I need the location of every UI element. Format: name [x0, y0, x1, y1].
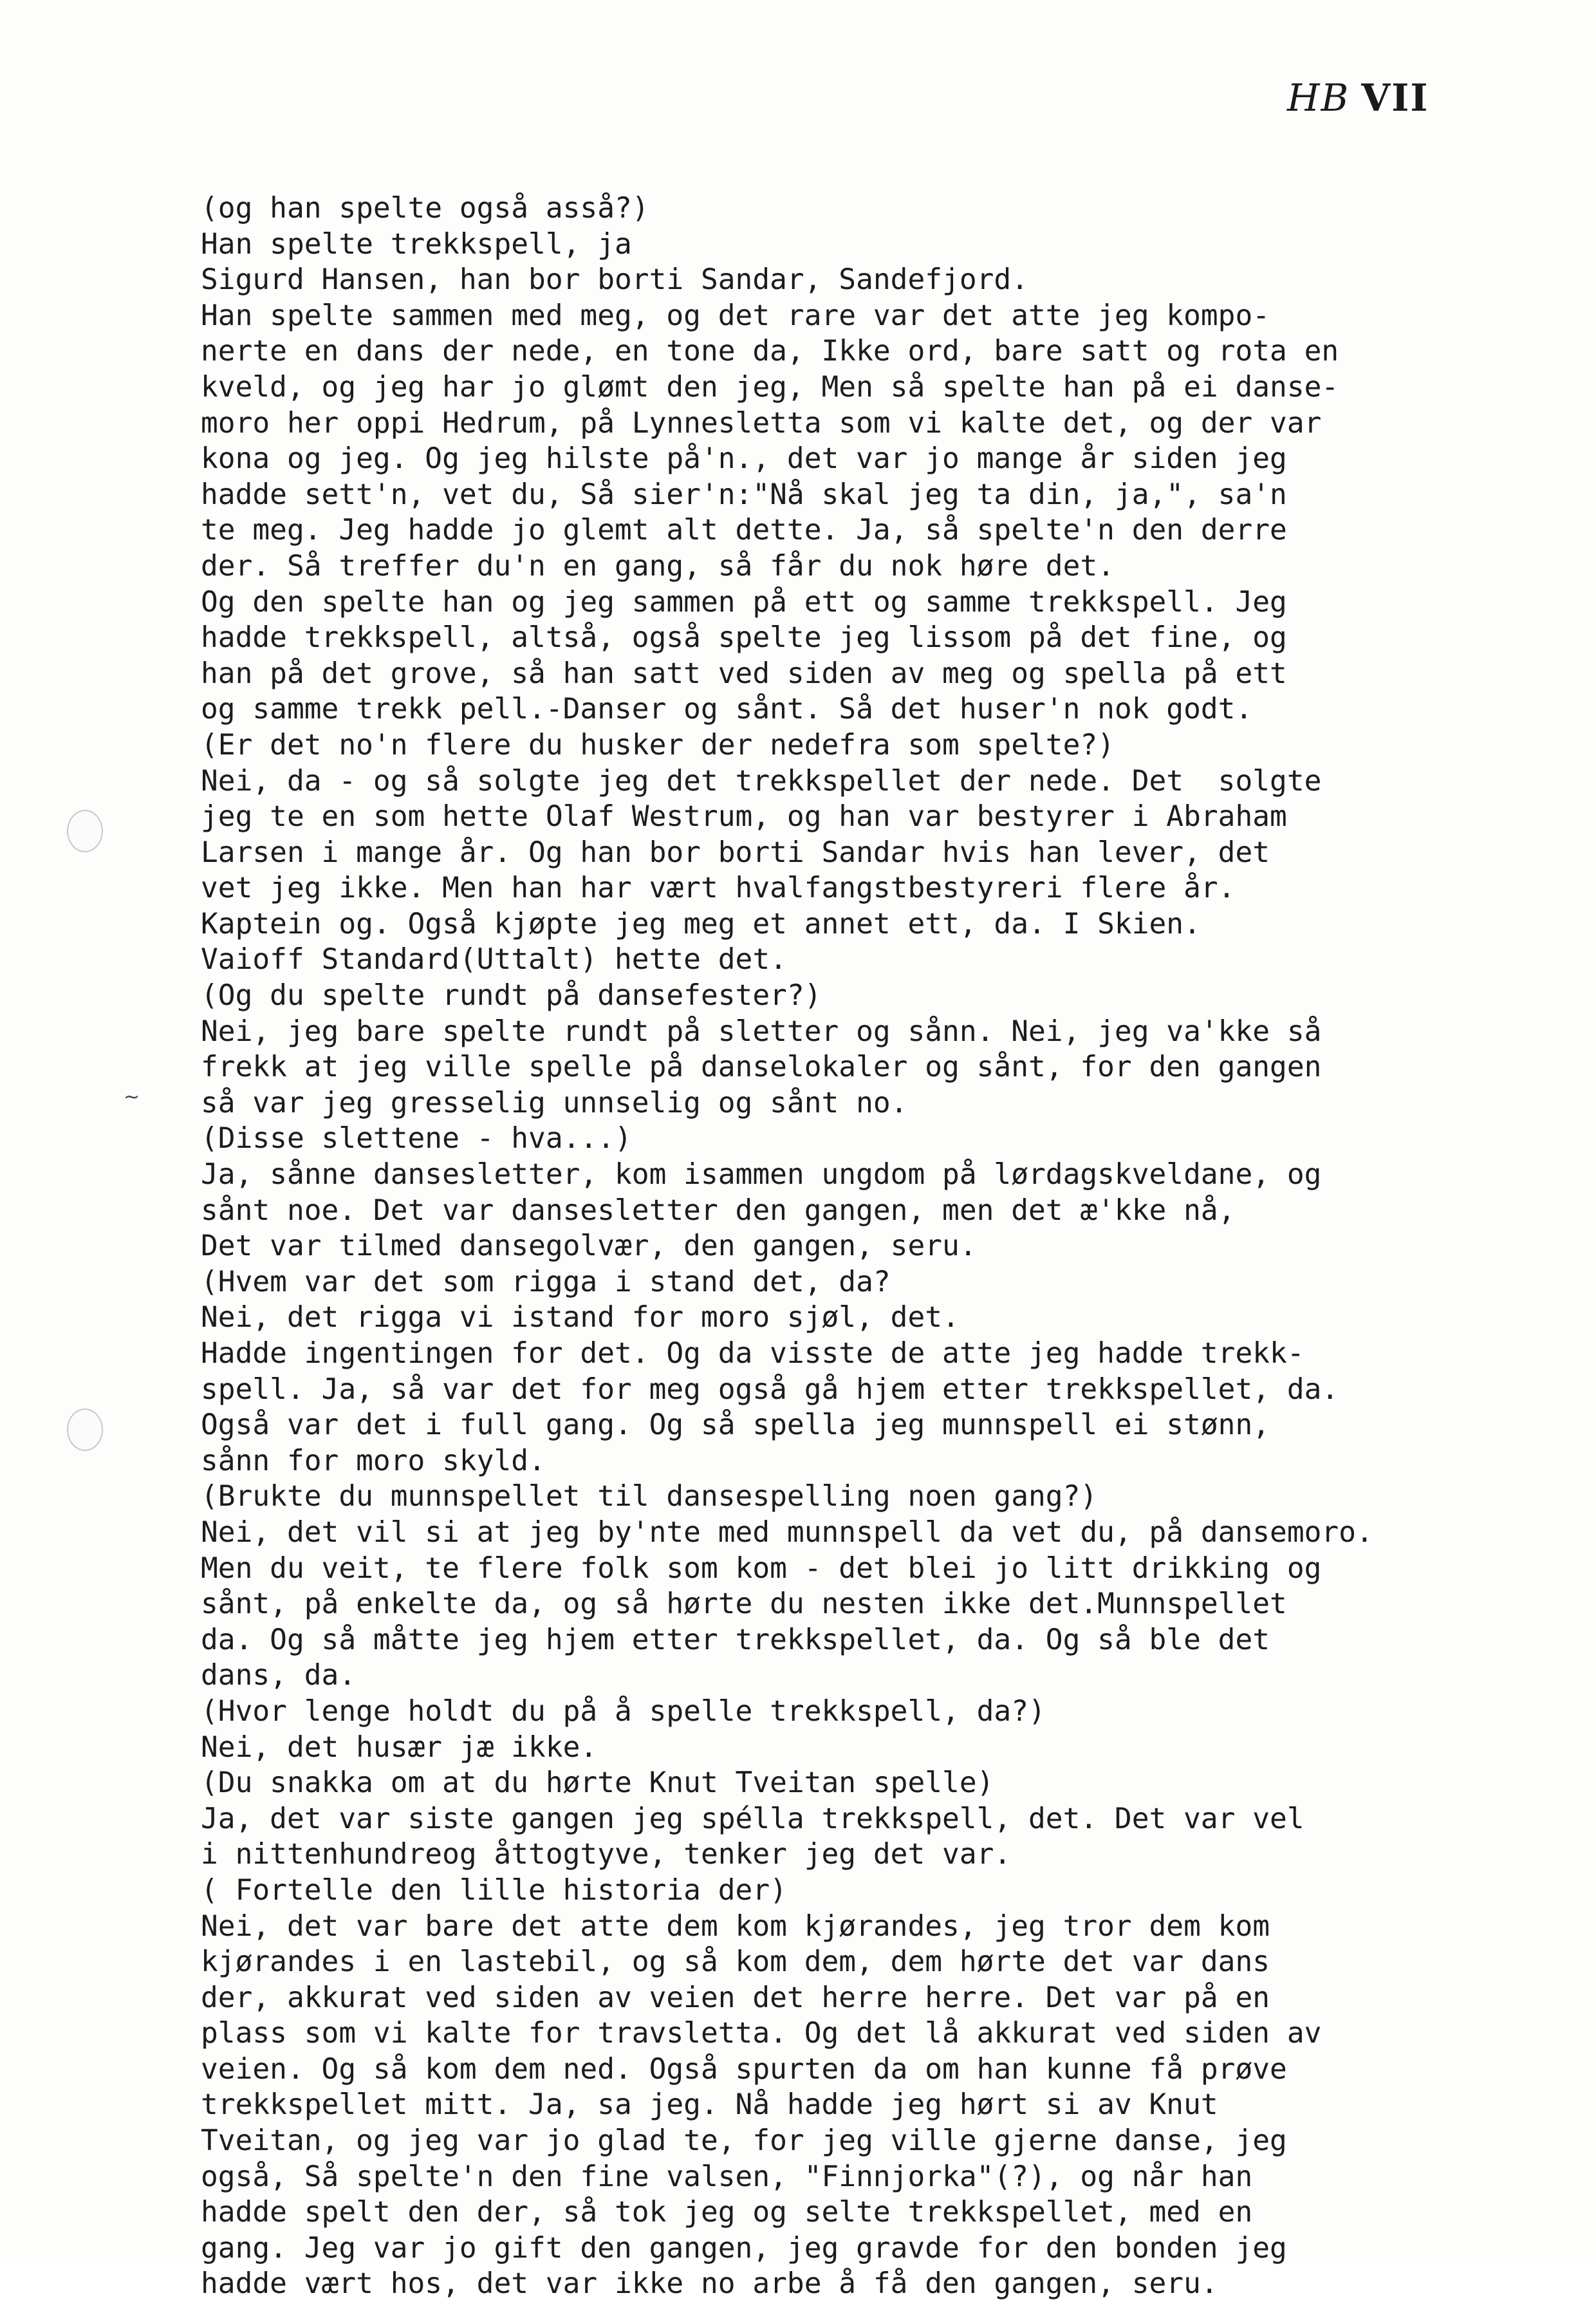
- margin-mark: ~: [124, 1086, 140, 1109]
- page-number: VII: [1361, 76, 1429, 120]
- transcript-line: kveld, og jeg har jo glømt den jeg, Men så spelte han på ei danse-: [201, 370, 1339, 404]
- transcript-line: (og han spelte også asså?): [201, 192, 649, 225]
- transcript-line: kjørandes i en lastebil, og så kom dem, dem hørte det var dans: [201, 1945, 1270, 1979]
- transcript-line: sånt noe. Det var dansesletter den gangen, men det æ'kke nå,: [201, 1193, 1236, 1227]
- transcript-line: gang. Jeg var jo gift den gangen, jeg gravde for den bonden jeg: [201, 2231, 1287, 2265]
- transcript-line: hadde sett'n, vet du, Så sier'n:"Nå skal jeg ta din, ja,", sa'n: [201, 478, 1287, 511]
- transcript-line: Han spelte trekkspell, ja: [201, 227, 632, 261]
- transcript-line: moro her oppi Hedrum, på Lynnesletta som vi kalte det, og der var: [201, 406, 1322, 440]
- transcript-line: der, akkurat ved siden av veien det herre herre. Det var på en: [201, 1981, 1270, 2014]
- page-header: [1287, 76, 1429, 120]
- transcript-line: jeg te en som hette Olaf Westrum, og han var bestyrer i Abraham: [201, 800, 1287, 834]
- transcript-line: vet jeg ikke. Men han har vært hvalfangstbestyreri flere år.: [201, 872, 1236, 905]
- transcript-line: Ja, det var siste gangen jeg spélla trekkspell, det. Det var vel: [201, 1802, 1304, 1835]
- transcript-line: Men du veit, te flere folk som kom - det blei jo litt drikking og: [201, 1551, 1322, 1585]
- transcript-line: spell. Ja, så var det for meg også gå hjem etter trekkspellet, da.: [201, 1372, 1339, 1406]
- transcript-line: Og den spelte han og jeg sammen på ett og samme trekkspell. Jeg: [201, 585, 1287, 619]
- transcript-line: Det var tilmed dansegolvær, den gangen, seru.: [201, 1230, 977, 1263]
- transcript-line: sånn for moro skyld.: [201, 1444, 546, 1477]
- transcript-line: Ja, sånne dansesletter, kom isammen ungdom på lørdagskveldane, og: [201, 1158, 1322, 1192]
- initials-handwritten: HB: [1287, 76, 1350, 120]
- transcript-line: (Brukte du munnspellet til dansespelling noen gang?): [201, 1480, 1098, 1513]
- transcript-line: te meg. Jeg hadde jo glemt alt dette. Ja, så spelte'n den derre: [201, 514, 1287, 547]
- transcript-line: sånt, på enkelte da, og så hørte du nesten ikke det.Munnspellet: [201, 1587, 1287, 1621]
- transcript-line: (Hvem var det som rigga i stand det, da?: [201, 1265, 891, 1298]
- transcript-line: Han spelte sammen med meg, og det rare var det atte jeg kompo-: [201, 299, 1270, 332]
- transcript-line: Nei, det husær jæ ikke.: [201, 1730, 598, 1764]
- transcript-line: plass som vi kalte for travsletta. Og det lå akkurat ved siden av: [201, 2017, 1322, 2050]
- transcript-line: Nei, det var bare det atte dem kom kjørandes, jeg tror dem kom: [201, 1909, 1270, 1943]
- transcript-line: også, Så spelte'n den fine valsen, "Finnjorka"(?), og når han: [201, 2160, 1253, 2193]
- transcript-line: nerte en dans der nede, en tone da, Ikke ord, bare satt og rota en: [201, 335, 1339, 368]
- punch-hole-icon: [67, 1408, 103, 1451]
- transcript-line: Kaptein og. Også kjøpte jeg meg et annet ett, da. I Skien.: [201, 907, 1201, 940]
- transcript-line: han på det grove, så han satt ved siden av meg og spella på ett: [201, 657, 1287, 690]
- transcript-line: Nei, jeg bare spelte rundt på sletter og sånn. Nei, jeg va'kke så: [201, 1015, 1322, 1048]
- transcript-line: dans, da.: [201, 1659, 357, 1692]
- transcript-line: (Er det no'n flere du husker der nedefra som spelte?): [201, 728, 1115, 762]
- transcript-line: hadde vært hos, det var ikke no arbe å få den gangen, seru.: [201, 2267, 1218, 2301]
- transcript-line: kona og jeg. Og jeg hilste på'n., det var jo mange år siden jeg: [201, 442, 1287, 476]
- transcript-line: Vaioff Standard(Uttalt) hette det.: [201, 943, 787, 977]
- transcript-line: og samme trekk pell.-Danser og sånt. Så det huser'n nok godt.: [201, 693, 1253, 726]
- transcript-line: Larsen i mange år. Og han bor borti Sandar hvis han lever, det: [201, 836, 1270, 869]
- transcript-line: (Og du spelte rundt på dansefester?): [201, 979, 822, 1013]
- transcript-line: Nei, det vil si at jeg by'nte med munnspell da vet du, på dansemoro.: [201, 1515, 1373, 1549]
- transcript-line: Også var det i full gang. Og så spella jeg munnspell ei stønn,: [201, 1408, 1270, 1442]
- transcript-line: i nittenhundreog åttogtyve, tenker jeg det var.: [201, 1838, 1012, 1871]
- transcript-line: (Du snakka om at du hørte Knut Tveitan spelle): [201, 1766, 994, 1800]
- transcript-line: (Disse slettene - hva...): [201, 1122, 632, 1156]
- transcript-line: (Hvor lenge holdt du på å spelle trekkspell, da?): [201, 1694, 1046, 1728]
- transcript-line: Tveitan, og jeg var jo glad te, for jeg ville gjerne danse, jeg: [201, 2124, 1287, 2158]
- transcript-line: så var jeg gresselig unnselig og sånt no.: [201, 1086, 908, 1119]
- transcript-line: Nei, da - og så solgte jeg det trekkspellet der nede. Det solgte: [201, 764, 1322, 798]
- transcript-line: Hadde ingentingen for det. Og da visste de atte jeg hadde trekk-: [201, 1337, 1304, 1370]
- punch-hole-icon: [67, 810, 103, 852]
- transcript-line: hadde trekkspell, altså, også spelte jeg lissom på det fine, og: [201, 621, 1287, 655]
- transcript-line: ( Fortelle den lille historia der): [201, 1873, 787, 1907]
- transcript-line: Sigurd Hansen, han bor borti Sandar, Sandefjord.: [201, 263, 1028, 297]
- transcript-line: frekk at jeg ville spelle på danselokaler og sånt, for den gangen: [201, 1051, 1322, 1084]
- transcript-body: [201, 191, 1526, 2302]
- transcript-line: trekkspellet mitt. Ja, sa jeg. Nå hadde jeg hørt si av Knut: [201, 2088, 1218, 2122]
- transcript-line: der. Så treffer du'n en gang, så får du nok høre det.: [201, 549, 1115, 583]
- transcript-line: veien. Og så kom dem ned. Også spurten da om han kunne få prøve: [201, 2052, 1287, 2086]
- transcript-line: Nei, det rigga vi istand for moro sjøl, det.: [201, 1301, 960, 1334]
- transcript-line: hadde spelt den der, så tok jeg og selte trekkspellet, med en: [201, 2196, 1253, 2229]
- transcript-line: da. Og så måtte jeg hjem etter trekkspellet, da. Og så ble det: [201, 1623, 1270, 1656]
